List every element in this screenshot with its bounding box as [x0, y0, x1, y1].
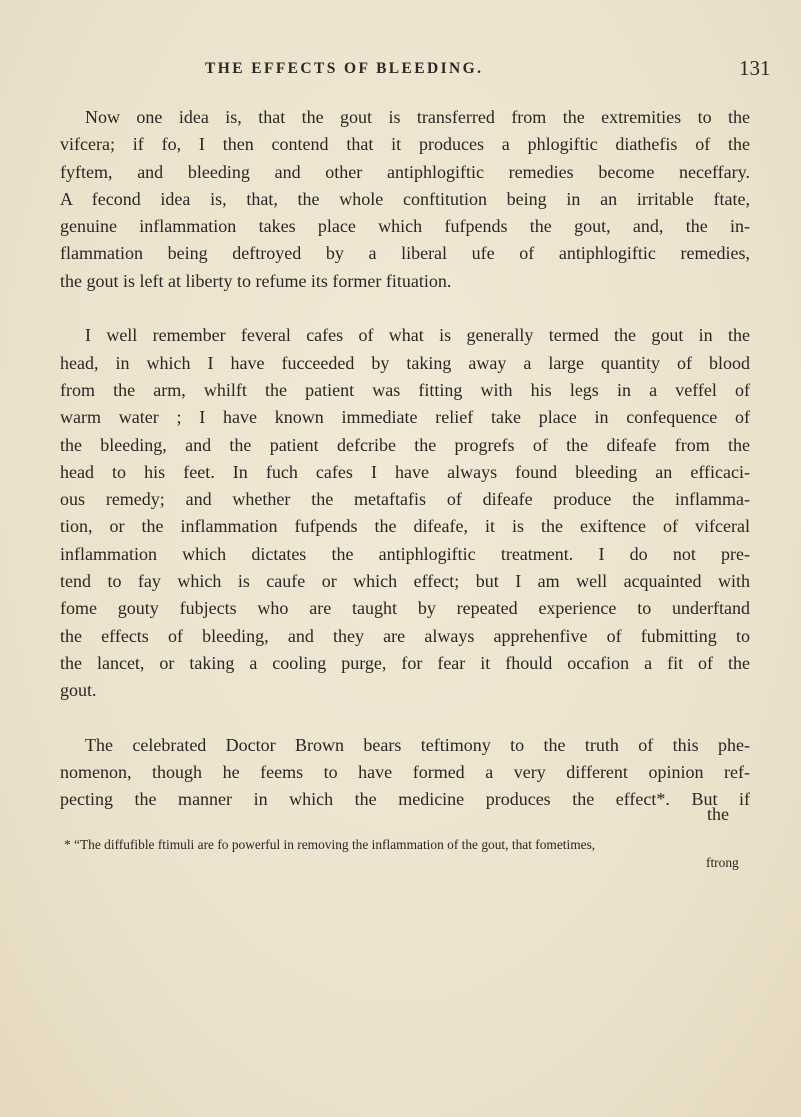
text-line: gout. — [60, 680, 97, 701]
text-line: head to his feet. In fuch cafes I have always found bleeding an efficaci- — [60, 461, 750, 482]
text-line: ous remedy; and whether the metaftafis of difeafe produce the inflamma- — [60, 489, 750, 510]
text-line: A fecond idea is, that, the whole conftitution being in an irritable ftate, — [60, 188, 750, 209]
text-line: the effects of bleeding, and they are always apprehenfive of fubmitting to — [60, 625, 750, 646]
text-line: flammation being deftroyed by a liberal ufe of antiphlogiftic remedies, — [60, 243, 750, 264]
text-line: The celebrated Doctor Brown bears teftimony to the truth of this phe- — [85, 734, 750, 755]
text-line: fyftem, and bleeding and other antiphlogiftic remedies become neceffary. — [60, 161, 750, 182]
text-line: the lancet, or taking a cooling purge, for fear it fhould occafion a fit of the — [60, 652, 750, 673]
text-line: from the arm, whilft the patient was fitting with his legs in a veffel of — [60, 379, 750, 400]
text-line: genuine inflammation takes place which fufpends the gout, and, the in- — [60, 216, 750, 237]
text-line: Now one idea is, that the gout is transferred from the extremities to the — [85, 107, 750, 127]
text-line: warm water ; I have known immediate relief take place in confequence of — [60, 407, 750, 428]
text-line: tend to fay which is caufe or which effect; but I am well acquainted with — [60, 571, 750, 592]
text-line: the bleeding, and the patient defcribe the progrefs of the difeafe from the — [60, 434, 750, 455]
footnote: * “The diffufible ftimuli are fo powerful in removing the inflammation of the gout, that fometimes, — [64, 837, 596, 852]
text-line: pecting the manner in which the medicine produces the effect*. But if — [60, 789, 750, 810]
running-head: THE EFFECTS OF BLEEDING. — [205, 60, 484, 77]
text-line: the gout is left at liberty to refume its former fituation. — [60, 270, 452, 291]
body-text — [60, 104, 750, 841]
page-number: 131 — [739, 56, 771, 80]
text-line: vifcera; if fo, I then contend that it produces a phlogiftic diathefis of the — [60, 134, 750, 155]
paragraph-3 — [60, 732, 750, 814]
text-line: fome gouty fubjects who are taught by repeated experience to underftand — [60, 598, 750, 619]
text-line: nomenon, though he feems to have formed a very different opinion ref- — [60, 762, 750, 783]
text-line: I well remember feveral cafes of what is generally termed the gout in the — [85, 325, 750, 346]
paragraph-2 — [60, 322, 750, 704]
text-line: tion, or the inflammation fufpends the difeafe, it is the exiftence of vifceral — [60, 516, 750, 537]
paragraph-1 — [60, 104, 750, 295]
text-line: head, in which I have fucceeded by taking away a large quantity of blood — [60, 352, 750, 373]
footnote-catchword: ftrong — [706, 855, 739, 870]
text-line: inflammation which dictates the antiphlogiftic treatment. I do not pre- — [60, 543, 750, 564]
catchword: the — [707, 804, 729, 824]
